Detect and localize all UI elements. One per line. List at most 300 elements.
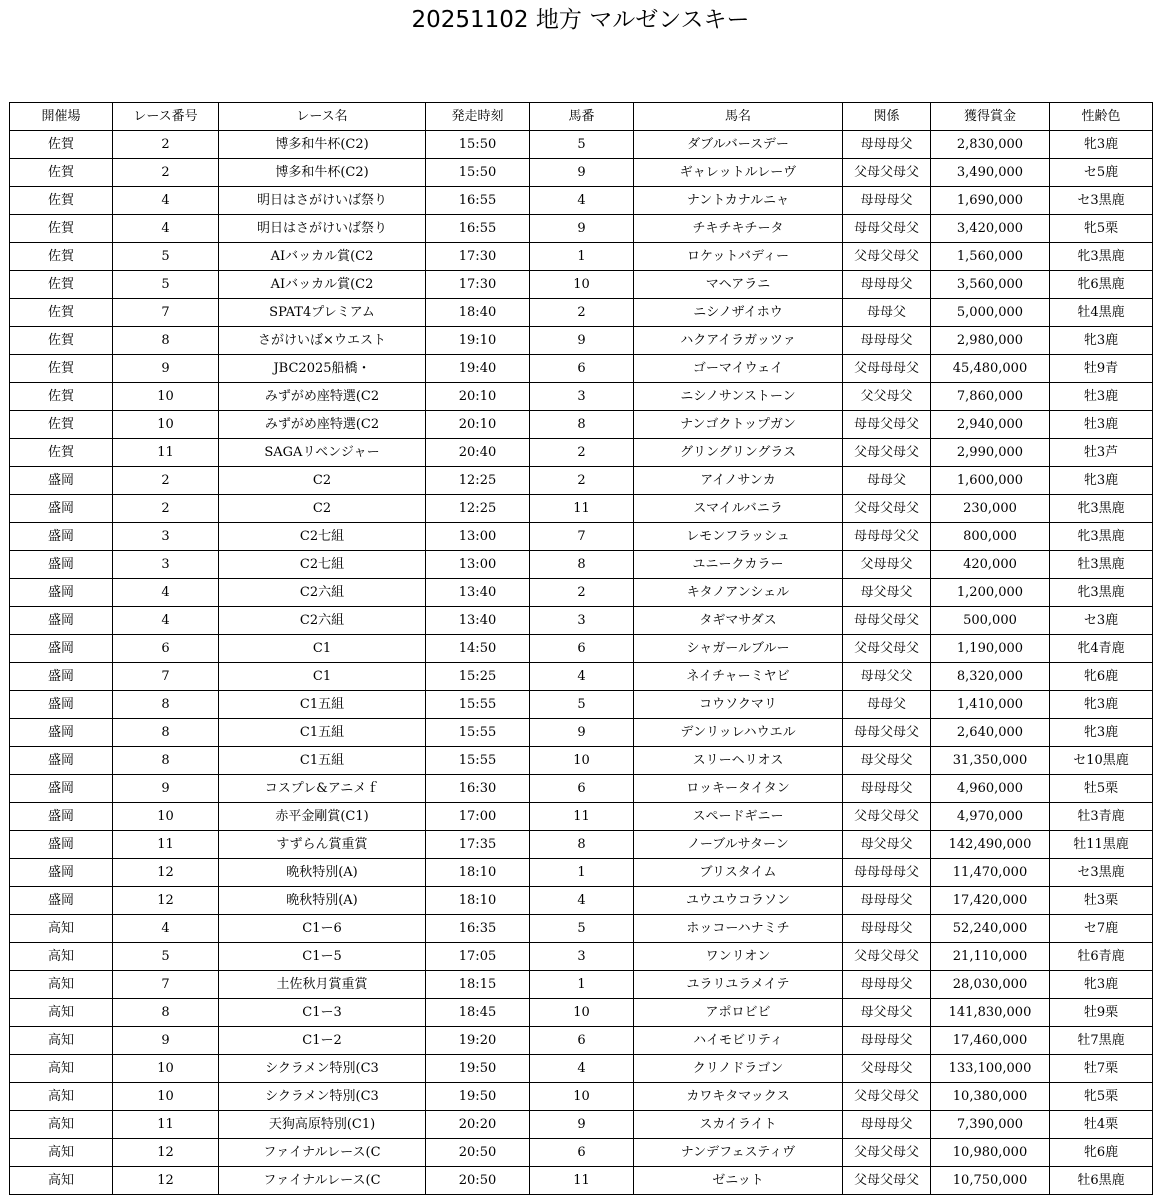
start-time-cell: 18:10 [426, 859, 530, 887]
start-time-cell: 20:20 [426, 1111, 530, 1139]
sex-age-color-cell: 牡4栗 [1050, 1111, 1153, 1139]
relation-cell: 母母父 [843, 691, 931, 719]
start-time-cell: 13:00 [426, 551, 530, 579]
sex-age-color-cell: 牝3黒鹿 [1050, 579, 1153, 607]
venue-cell: 高知 [10, 915, 113, 943]
prize-money-cell: 3,560,000 [931, 271, 1050, 299]
prize-money-cell: 141,830,000 [931, 999, 1050, 1027]
table-row [10, 887, 1153, 915]
table-row [10, 467, 1153, 495]
relation-cell: 父母父母父 [843, 495, 931, 523]
table-row [10, 243, 1153, 271]
horse-number-cell: 10 [530, 271, 634, 299]
relation-cell: 母母母父 [843, 971, 931, 999]
table-row [10, 1111, 1153, 1139]
race-name-cell: AIバッカル賞(C2 [219, 271, 426, 299]
sex-age-color-cell: 牡3黒鹿 [1050, 551, 1153, 579]
race-number-cell: 7 [113, 299, 219, 327]
relation-cell: 母母母父 [843, 327, 931, 355]
sex-age-color-cell: セ5鹿 [1050, 159, 1153, 187]
race-number-cell: 12 [113, 1139, 219, 1167]
race-number-cell: 2 [113, 467, 219, 495]
race-number-cell: 6 [113, 635, 219, 663]
table-row [10, 355, 1153, 383]
venue-cell: 高知 [10, 1167, 113, 1195]
horse-number-cell: 5 [530, 915, 634, 943]
prize-money-cell: 5,000,000 [931, 299, 1050, 327]
table-row [10, 1027, 1153, 1055]
sex-age-color-cell: セ3黒鹿 [1050, 187, 1153, 215]
start-time-cell: 20:10 [426, 383, 530, 411]
horse-name-cell: ホッコーハナミチ [634, 915, 843, 943]
prize-money-cell: 8,320,000 [931, 663, 1050, 691]
race-name-cell: C1ー2 [219, 1027, 426, 1055]
prize-money-cell: 1,690,000 [931, 187, 1050, 215]
race-number-cell: 8 [113, 691, 219, 719]
horse-number-cell: 4 [530, 1055, 634, 1083]
start-time-cell: 13:40 [426, 607, 530, 635]
horse-number-cell: 2 [530, 579, 634, 607]
horse-name-cell: スペードギニー [634, 803, 843, 831]
race-number-cell: 11 [113, 439, 219, 467]
race-number-cell: 11 [113, 1111, 219, 1139]
race-name-cell: 土佐秋月賞重賞 [219, 971, 426, 999]
venue-cell: 盛岡 [10, 551, 113, 579]
sex-age-color-cell: 牝3黒鹿 [1050, 523, 1153, 551]
start-time-cell: 16:55 [426, 187, 530, 215]
race-name-cell: C1 [219, 635, 426, 663]
horse-number-cell: 6 [530, 775, 634, 803]
horse-name-cell: ニシノザイホウ [634, 299, 843, 327]
header-horse-name: 馬名 [634, 103, 843, 131]
relation-cell: 母母母父 [843, 271, 931, 299]
header-sex-age-color: 性齢色 [1050, 103, 1153, 131]
race-name-cell: C2七組 [219, 551, 426, 579]
relation-cell: 母母母父 [843, 187, 931, 215]
relation-cell: 母父母父 [843, 831, 931, 859]
relation-cell: 母母父母父 [843, 215, 931, 243]
venue-cell: 盛岡 [10, 803, 113, 831]
venue-cell: 高知 [10, 1083, 113, 1111]
race-name-cell: ファイナルレース(C [219, 1139, 426, 1167]
relation-cell: 母母母母父 [843, 859, 931, 887]
start-time-cell: 13:40 [426, 579, 530, 607]
table-row [10, 495, 1153, 523]
table-row [10, 1139, 1153, 1167]
race-name-cell: C2六組 [219, 607, 426, 635]
venue-cell: 佐賀 [10, 131, 113, 159]
table-row [10, 579, 1153, 607]
horse-name-cell: タギマサダス [634, 607, 843, 635]
prize-money-cell: 1,600,000 [931, 467, 1050, 495]
start-time-cell: 15:55 [426, 691, 530, 719]
horse-number-cell: 2 [530, 439, 634, 467]
prize-money-cell: 3,420,000 [931, 215, 1050, 243]
sex-age-color-cell: セ10黒鹿 [1050, 747, 1153, 775]
race-name-cell: 明日はさがけいば祭り [219, 187, 426, 215]
sex-age-color-cell: 牡11黒鹿 [1050, 831, 1153, 859]
table-row [10, 691, 1153, 719]
prize-money-cell: 10,750,000 [931, 1167, 1050, 1195]
race-name-cell: SAGAリベンジャー [219, 439, 426, 467]
relation-cell: 父母父母父 [843, 439, 931, 467]
sex-age-color-cell: 牝4青鹿 [1050, 635, 1153, 663]
venue-cell: 高知 [10, 1139, 113, 1167]
venue-cell: 盛岡 [10, 467, 113, 495]
table-row [10, 635, 1153, 663]
horse-name-cell: ナンデフェスティヴ [634, 1139, 843, 1167]
horse-name-cell: ギャレットルレーヴ [634, 159, 843, 187]
horse-number-cell: 6 [530, 355, 634, 383]
prize-money-cell: 10,380,000 [931, 1083, 1050, 1111]
race-number-cell: 4 [113, 187, 219, 215]
prize-money-cell: 4,960,000 [931, 775, 1050, 803]
relation-cell: 父母父母父 [843, 1139, 931, 1167]
sex-age-color-cell: セ3鹿 [1050, 607, 1153, 635]
relation-cell: 父父母父 [843, 383, 931, 411]
relation-cell: 母母母父父 [843, 523, 931, 551]
sex-age-color-cell: 牝6黒鹿 [1050, 271, 1153, 299]
race-name-cell: シクラメン特別(C3 [219, 1055, 426, 1083]
sex-age-color-cell: 牝3鹿 [1050, 131, 1153, 159]
relation-cell: 母母母父 [843, 775, 931, 803]
relation-cell: 父母父母父 [843, 635, 931, 663]
venue-cell: 佐賀 [10, 215, 113, 243]
start-time-cell: 12:25 [426, 467, 530, 495]
table-row [10, 187, 1153, 215]
prize-money-cell: 1,190,000 [931, 635, 1050, 663]
horse-name-cell: スマイルバニラ [634, 495, 843, 523]
sex-age-color-cell: 牝3黒鹿 [1050, 495, 1153, 523]
horse-name-cell: マヘアラニ [634, 271, 843, 299]
prize-money-cell: 2,940,000 [931, 411, 1050, 439]
race-number-cell: 4 [113, 579, 219, 607]
start-time-cell: 20:40 [426, 439, 530, 467]
race-number-cell: 9 [113, 1027, 219, 1055]
sex-age-color-cell: 牝3鹿 [1050, 327, 1153, 355]
start-time-cell: 16:30 [426, 775, 530, 803]
horse-name-cell: ユウユウコラソン [634, 887, 843, 915]
horse-name-cell: ノーブルサターン [634, 831, 843, 859]
horse-number-cell: 3 [530, 607, 634, 635]
table-row [10, 1055, 1153, 1083]
start-time-cell: 12:25 [426, 495, 530, 523]
relation-cell: 母母母父 [843, 915, 931, 943]
venue-cell: 高知 [10, 971, 113, 999]
horse-number-cell: 9 [530, 215, 634, 243]
prize-money-cell: 800,000 [931, 523, 1050, 551]
sex-age-color-cell: 牝6鹿 [1050, 1139, 1153, 1167]
race-name-cell: C1五組 [219, 691, 426, 719]
race-name-cell: C1ー3 [219, 999, 426, 1027]
start-time-cell: 17:35 [426, 831, 530, 859]
race-number-cell: 12 [113, 887, 219, 915]
race-name-cell: C1ー6 [219, 915, 426, 943]
relation-cell: 母父母父 [843, 747, 931, 775]
race-name-cell: 晩秋特別(A) [219, 859, 426, 887]
sex-age-color-cell: セ3黒鹿 [1050, 859, 1153, 887]
prize-money-cell: 31,350,000 [931, 747, 1050, 775]
prize-money-cell: 420,000 [931, 551, 1050, 579]
venue-cell: 高知 [10, 999, 113, 1027]
horse-name-cell: キタノアンシェル [634, 579, 843, 607]
horse-number-cell: 5 [530, 691, 634, 719]
start-time-cell: 20:50 [426, 1167, 530, 1195]
prize-money-cell: 1,410,000 [931, 691, 1050, 719]
start-time-cell: 15:55 [426, 719, 530, 747]
race-number-cell: 10 [113, 383, 219, 411]
horse-name-cell: ダブルバースデー [634, 131, 843, 159]
relation-cell: 母母父 [843, 467, 931, 495]
start-time-cell: 16:55 [426, 215, 530, 243]
header-venue: 開催場 [10, 103, 113, 131]
prize-money-cell: 7,860,000 [931, 383, 1050, 411]
horse-name-cell: デンリッレハウエル [634, 719, 843, 747]
start-time-cell: 20:50 [426, 1139, 530, 1167]
relation-cell: 母父母父 [843, 579, 931, 607]
race-number-cell: 10 [113, 1055, 219, 1083]
venue-cell: 高知 [10, 1111, 113, 1139]
race-name-cell: 赤平金剛賞(C1) [219, 803, 426, 831]
race-number-cell: 5 [113, 243, 219, 271]
table-row [10, 915, 1153, 943]
start-time-cell: 19:10 [426, 327, 530, 355]
race-name-cell: C2 [219, 467, 426, 495]
sex-age-color-cell: 牡3芦 [1050, 439, 1153, 467]
horse-name-cell: シャガールブルー [634, 635, 843, 663]
race-name-cell: C1ー5 [219, 943, 426, 971]
race-name-cell: シクラメン特別(C3 [219, 1083, 426, 1111]
horse-number-cell: 6 [530, 1027, 634, 1055]
horse-number-cell: 9 [530, 159, 634, 187]
table-row [10, 271, 1153, 299]
venue-cell: 高知 [10, 1027, 113, 1055]
start-time-cell: 15:50 [426, 131, 530, 159]
start-time-cell: 17:00 [426, 803, 530, 831]
venue-cell: 盛岡 [10, 607, 113, 635]
horse-number-cell: 11 [530, 1167, 634, 1195]
table-row [10, 859, 1153, 887]
race-name-cell: C1五組 [219, 747, 426, 775]
race-name-cell: さがけいば×ウエスト [219, 327, 426, 355]
race-number-cell: 10 [113, 411, 219, 439]
horse-number-cell: 9 [530, 719, 634, 747]
venue-cell: 盛岡 [10, 747, 113, 775]
relation-cell: 父母父母父 [843, 1083, 931, 1111]
prize-money-cell: 2,830,000 [931, 131, 1050, 159]
race-name-cell: 晩秋特別(A) [219, 887, 426, 915]
table-row [10, 327, 1153, 355]
horse-number-cell: 3 [530, 383, 634, 411]
horse-number-cell: 6 [530, 1139, 634, 1167]
race-number-cell: 4 [113, 607, 219, 635]
prize-money-cell: 133,100,000 [931, 1055, 1050, 1083]
race-number-cell: 12 [113, 859, 219, 887]
sex-age-color-cell: 牡3鹿 [1050, 411, 1153, 439]
horse-number-cell: 2 [530, 299, 634, 327]
race-name-cell: SPAT4プレミアム [219, 299, 426, 327]
race-number-cell: 3 [113, 523, 219, 551]
table-row [10, 943, 1153, 971]
race-number-cell: 2 [113, 495, 219, 523]
horse-name-cell: ニシノサンストーン [634, 383, 843, 411]
sex-age-color-cell: 牡9青 [1050, 355, 1153, 383]
race-name-cell: AIバッカル賞(C2 [219, 243, 426, 271]
race-number-cell: 7 [113, 663, 219, 691]
relation-cell: 父母母母父 [843, 355, 931, 383]
relation-cell: 母母父母父 [843, 607, 931, 635]
race-name-cell: C1五組 [219, 719, 426, 747]
prize-money-cell: 2,980,000 [931, 327, 1050, 355]
prize-money-cell: 52,240,000 [931, 915, 1050, 943]
venue-cell: 佐賀 [10, 327, 113, 355]
sex-age-color-cell: 牝3鹿 [1050, 971, 1153, 999]
race-name-cell: みずがめ座特選(C2 [219, 411, 426, 439]
start-time-cell: 19:40 [426, 355, 530, 383]
race-number-cell: 7 [113, 971, 219, 999]
prize-money-cell: 500,000 [931, 607, 1050, 635]
horse-number-cell: 10 [530, 747, 634, 775]
start-time-cell: 19:20 [426, 1027, 530, 1055]
race-number-cell: 10 [113, 1083, 219, 1111]
prize-money-cell: 142,490,000 [931, 831, 1050, 859]
race-number-cell: 11 [113, 831, 219, 859]
prize-money-cell: 28,030,000 [931, 971, 1050, 999]
table-row [10, 747, 1153, 775]
venue-cell: 盛岡 [10, 495, 113, 523]
horse-number-cell: 8 [530, 831, 634, 859]
start-time-cell: 20:10 [426, 411, 530, 439]
venue-cell: 高知 [10, 943, 113, 971]
sex-age-color-cell: 牝6鹿 [1050, 663, 1153, 691]
race-name-cell: 天狗高原特別(C1) [219, 1111, 426, 1139]
race-number-cell: 8 [113, 747, 219, 775]
race-name-cell: C2七組 [219, 523, 426, 551]
horse-name-cell: ゴーマイウェイ [634, 355, 843, 383]
race-number-cell: 9 [113, 355, 219, 383]
sex-age-color-cell: 牡3栗 [1050, 887, 1153, 915]
sex-age-color-cell: 牡3鹿 [1050, 383, 1153, 411]
race-number-cell: 8 [113, 719, 219, 747]
horse-number-cell: 10 [530, 999, 634, 1027]
relation-cell: 母母父 [843, 299, 931, 327]
sex-age-color-cell: 牡7栗 [1050, 1055, 1153, 1083]
sex-age-color-cell: 牡7黒鹿 [1050, 1027, 1153, 1055]
prize-money-cell: 10,980,000 [931, 1139, 1050, 1167]
horse-name-cell: カワキタマックス [634, 1083, 843, 1111]
horse-name-cell: レモンフラッシュ [634, 523, 843, 551]
horse-number-cell: 4 [530, 187, 634, 215]
relation-cell: 父母父母父 [843, 803, 931, 831]
table-body [10, 131, 1153, 1195]
table-row [10, 551, 1153, 579]
sex-age-color-cell: 牝3黒鹿 [1050, 243, 1153, 271]
race-number-cell: 10 [113, 803, 219, 831]
horse-number-cell: 7 [530, 523, 634, 551]
race-number-cell: 8 [113, 999, 219, 1027]
horse-name-cell: グリングリングラス [634, 439, 843, 467]
relation-cell: 母母母父 [843, 131, 931, 159]
sex-age-color-cell: 牝3鹿 [1050, 691, 1153, 719]
prize-money-cell: 11,470,000 [931, 859, 1050, 887]
venue-cell: 佐賀 [10, 187, 113, 215]
race-name-cell: JBC2025船橋・ [219, 355, 426, 383]
start-time-cell: 15:55 [426, 747, 530, 775]
race-number-cell: 12 [113, 1167, 219, 1195]
prize-money-cell: 17,460,000 [931, 1027, 1050, 1055]
venue-cell: 盛岡 [10, 663, 113, 691]
horse-number-cell: 2 [530, 467, 634, 495]
race-number-cell: 8 [113, 327, 219, 355]
race-name-cell: ファイナルレース(C [219, 1167, 426, 1195]
horse-name-cell: コウソクマリ [634, 691, 843, 719]
start-time-cell: 18:45 [426, 999, 530, 1027]
horse-number-cell: 10 [530, 1083, 634, 1111]
header-start-time: 発走時刻 [426, 103, 530, 131]
race-number-cell: 2 [113, 159, 219, 187]
horse-number-cell: 8 [530, 411, 634, 439]
race-name-cell: 明日はさがけいば祭り [219, 215, 426, 243]
race-number-cell: 5 [113, 943, 219, 971]
horse-number-cell: 5 [530, 131, 634, 159]
prize-money-cell: 2,990,000 [931, 439, 1050, 467]
venue-cell: 佐賀 [10, 159, 113, 187]
table-row [10, 831, 1153, 859]
table-row [10, 1083, 1153, 1111]
table-row [10, 607, 1153, 635]
race-name-cell: C2 [219, 495, 426, 523]
sex-age-color-cell: 牡6青鹿 [1050, 943, 1153, 971]
horse-number-cell: 6 [530, 635, 634, 663]
prize-money-cell: 17,420,000 [931, 887, 1050, 915]
venue-cell: 盛岡 [10, 887, 113, 915]
table-row [10, 803, 1153, 831]
horse-name-cell: ロッキータイタン [634, 775, 843, 803]
start-time-cell: 18:10 [426, 887, 530, 915]
header-race-number: レース番号 [113, 103, 219, 131]
sex-age-color-cell: 牝3鹿 [1050, 467, 1153, 495]
race-name-cell: C2六組 [219, 579, 426, 607]
table-header-row [10, 103, 1153, 131]
horse-name-cell: ブリスタイム [634, 859, 843, 887]
table-row [10, 383, 1153, 411]
race-results-table [9, 102, 1153, 1195]
prize-money-cell: 1,200,000 [931, 579, 1050, 607]
horse-name-cell: ハイモビリティ [634, 1027, 843, 1055]
horse-number-cell: 1 [530, 243, 634, 271]
relation-cell: 母父母父 [843, 999, 931, 1027]
horse-number-cell: 9 [530, 327, 634, 355]
venue-cell: 高知 [10, 1055, 113, 1083]
horse-number-cell: 3 [530, 943, 634, 971]
table-row [10, 215, 1153, 243]
venue-cell: 盛岡 [10, 831, 113, 859]
horse-number-cell: 1 [530, 859, 634, 887]
venue-cell: 盛岡 [10, 523, 113, 551]
sex-age-color-cell: 牝5栗 [1050, 1083, 1153, 1111]
prize-money-cell: 1,560,000 [931, 243, 1050, 271]
table-row [10, 1167, 1153, 1195]
start-time-cell: 14:50 [426, 635, 530, 663]
horse-name-cell: クリノドラゴン [634, 1055, 843, 1083]
race-name-cell: コスプレ&アニメｆ [219, 775, 426, 803]
relation-cell: 父母母父 [843, 551, 931, 579]
relation-cell: 母母母父 [843, 887, 931, 915]
relation-cell: 父母父母父 [843, 943, 931, 971]
horse-name-cell: スカイライト [634, 1111, 843, 1139]
start-time-cell: 17:30 [426, 243, 530, 271]
table-row [10, 299, 1153, 327]
